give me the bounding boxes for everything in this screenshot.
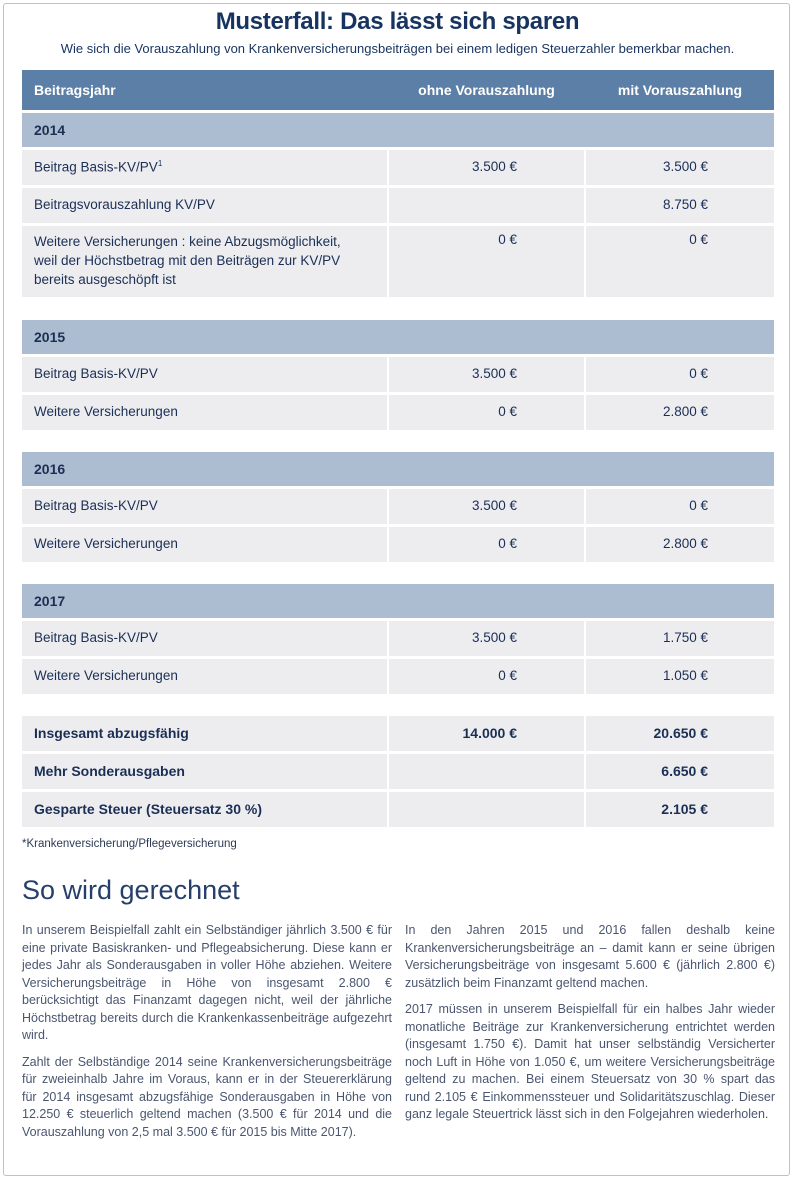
summary-ohne: 14.000 € xyxy=(389,716,584,751)
value-ohne: 0 € xyxy=(389,659,584,694)
paragraph: In den Jahren 2015 und 2016 fallen deshalb keine Krankenversicherungsbeiträge an – damit kann er seine übrigen Versicherungsbeiträge von insgesamt 5.600 € (jährlich 2.800 €) zusätzlich beim Finanzamt geltend machen. xyxy=(405,923,775,990)
table-row xyxy=(22,188,774,223)
summary-row-mehr xyxy=(22,754,774,789)
value-mit: 2.800 € xyxy=(586,527,774,562)
page-title: Musterfall: Das lässt sich sparen xyxy=(215,8,580,35)
value-mit: 1.050 € xyxy=(586,659,774,694)
table-row xyxy=(22,527,774,562)
paragraph: Zahlt der Selbständige 2014 seine Krankenversicherungsbeiträge für zweieinhalb Jahre im Voraus, kann er in der Steuererklärung für 2014 insgesamt abzugsfähige Sonderausgaben in Höhe von 12.250 € steuerlich geltend machen (3.500 € für 2014 und die Vorauszahlung von 2,5 mal 3.500 € für 2015 bis Mitte 2017). xyxy=(22,1054,392,1139)
table-row xyxy=(22,659,774,694)
value-mit: 0 € xyxy=(586,489,774,524)
summary-row-steuer xyxy=(22,792,774,827)
row-label: Beitrag Basis-KV/PV xyxy=(22,489,387,524)
comparison-table xyxy=(22,70,774,830)
value-mit: 2.800 € xyxy=(586,395,774,430)
row-label: Beitrag Basis-$KV/PV^1$ xyxy=(22,150,387,185)
year-label: 2015 xyxy=(34,329,66,345)
year-label: 2017 xyxy=(34,593,66,609)
year-row-2017 xyxy=(22,584,774,618)
table-row xyxy=(22,357,774,392)
header-ohne: ohne Vorauszahlung xyxy=(418,82,555,98)
header-beitragsjahr: Beitragsjahr xyxy=(34,82,116,98)
value-ohne xyxy=(389,188,584,223)
footnote: *Krankenversicherung/Pflegeversicherung xyxy=(22,838,237,850)
value-ohne: 3.500 € xyxy=(389,357,584,392)
row-label: Beitrag Basis-KV/PV xyxy=(22,357,387,392)
value-ohne: 3.500 € xyxy=(389,621,584,656)
table-row xyxy=(22,489,774,524)
year-row-2016 xyxy=(22,452,774,486)
row-label: Beitragsvorauszahlung KV/PV xyxy=(22,188,387,223)
summary-row-total xyxy=(22,716,774,751)
table-header-row xyxy=(22,70,774,110)
row-label: Weitere Versicherungen xyxy=(22,527,387,562)
row-label: Beitrag Basis-KV/PV xyxy=(22,621,387,656)
value-ohne: 0 € xyxy=(389,527,584,562)
value-ohne: 3.500 € xyxy=(389,150,584,185)
value-mit: 8.750 € xyxy=(586,188,774,223)
paragraph: 2017 müssen in unserem Beispielfall für ein halbes Jahr wieder monatliche Beiträge zur Krankenversicherung entrichtet werden (insgesamt 1.750 €). Damit hat unser selbständig Versicherter noch Luft in Höhe von 1.050 €, um weitere Versicherungsbeiträge geltend zu machen. Bei einem Steuersatz von 30 % spart das rund 2.105 € Einkommenssteuer und Solidaritätszuschlag. Dieser ganz legale Steuertrick lässt sich in den Folgejahren wiederholen. xyxy=(405,1002,775,1121)
paragraph: In unserem Beispielfall zahlt ein Selbständiger jährlich 3.500 € für eine private Basiskranken- und Pflegeabsicherung. Diese kann er jedes Jahr als Sonderausgaben in voller Höhe abziehen. Weitere Versicherungsbeiträge in Höhe von insgesamt 2.800 € berücksichtigt das Finanzamt dagegen nicht, weil der jährliche Höchstbetrag bereits durch die Krankenkassenbeiträge aufgezehrt wird. xyxy=(22,923,392,1042)
year-label: 2014 xyxy=(34,122,66,138)
year-row-2014 xyxy=(22,113,774,147)
year-label: 2016 xyxy=(34,461,66,477)
table-row xyxy=(22,226,774,297)
page-subtitle: Wie sich die Vorauszahlung von Krankenversicherungsbeiträgen bei einem ledigen Steuerzahler bemerkbar machen. xyxy=(60,41,735,56)
summary-label: Insgesamt abzugsfähig xyxy=(22,716,387,751)
value-mit: 3.500 € xyxy=(586,150,774,185)
summary-label: Gesparte Steuer (Steuersatz 30 %) xyxy=(22,792,387,827)
summary-mit: 2.105 € xyxy=(586,792,774,827)
value-mit: 1.750 € xyxy=(586,621,774,656)
year-row-2015 xyxy=(22,320,774,354)
section-title: So wird gerechnet xyxy=(22,875,240,905)
table-row xyxy=(22,150,774,185)
row-label: Weitere Versicherungen xyxy=(22,659,387,694)
value-mit: 0 € xyxy=(586,226,774,297)
row-label: Weitere Versicherungen xyxy=(22,395,387,430)
summary-ohne xyxy=(389,792,584,827)
value-mit: 0 € xyxy=(586,357,774,392)
value-ohne: 0 € xyxy=(389,226,584,297)
table-row xyxy=(22,395,774,430)
text-column-left xyxy=(22,922,392,1150)
table-row xyxy=(22,621,774,656)
value-ohne: 0 € xyxy=(389,395,584,430)
text-column-right xyxy=(405,922,775,1133)
summary-label: Mehr Sonderausgaben xyxy=(22,754,387,789)
row-label: Weitere Versicherungen : keine Abzugsmöglichkeit, weil der Höchstbetrag mit den Beiträgen zur KV/PV bereits ausgeschöpft ist xyxy=(22,226,387,297)
value-ohne: 3.500 € xyxy=(389,489,584,524)
summary-mit: 6.650 € xyxy=(586,754,774,789)
summary-ohne xyxy=(389,754,584,789)
header-mit: mit Vorauszahlung xyxy=(617,82,743,98)
summary-mit: 20.650 € xyxy=(586,716,774,751)
